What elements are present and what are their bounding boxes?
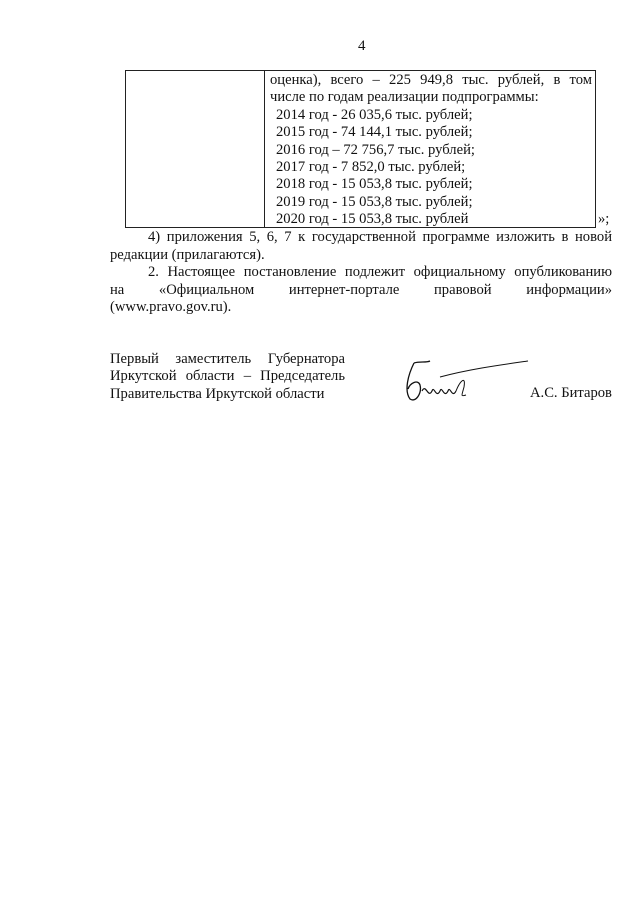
year-line: 2014 год - 26 035,6 тыс. рублей; bbox=[276, 106, 473, 123]
signatory-title-line: Правительства Иркутской области bbox=[110, 385, 325, 402]
item-4-line: редакции (прилагаются). bbox=[110, 246, 265, 263]
signatory-title-line: Первый заместитель Губернатора bbox=[110, 351, 345, 367]
item-4-line: 4) приложения 5, 6, 7 к государственной программе изложить в новой bbox=[148, 229, 612, 245]
year-line: 2017 год - 7 852,0 тыс. рублей; bbox=[276, 159, 466, 176]
funding-table bbox=[125, 70, 596, 228]
page-number: 4 bbox=[358, 38, 366, 54]
year-line: 2016 год – 72 756,7 тыс. рублей; bbox=[276, 141, 475, 158]
signatory-title-line: Иркутской области – Председатель bbox=[110, 368, 345, 385]
item-2-line: 2. Настоящее постановление подлежит официальному опубликованию bbox=[148, 264, 612, 281]
year-line: 2015 год - 74 144,1 тыс. рублей; bbox=[276, 124, 473, 141]
signatory-title bbox=[110, 351, 345, 403]
item-2-line: на «Официальном интернет-портале правовой информации» bbox=[110, 281, 612, 298]
closing-quote: »; bbox=[598, 211, 610, 227]
year-line: 2018 год - 15 053,8 тыс. рублей; bbox=[276, 176, 473, 193]
table-column-divider bbox=[264, 71, 265, 227]
table-line: оценка), всего – 225 949,8 тыс. рублей, в том bbox=[270, 72, 592, 88]
funding-cell bbox=[270, 72, 592, 229]
item-2-line: (www.pravo.gov.ru). bbox=[110, 299, 232, 316]
signatory-name: А.С. Битаров bbox=[530, 385, 612, 401]
year-line: 2019 год - 15 053,8 тыс. рублей; bbox=[276, 193, 473, 210]
body-text bbox=[110, 229, 612, 317]
handwritten-signature bbox=[400, 355, 530, 405]
year-line: 2020 год - 15 053,8 тыс. рублей bbox=[276, 211, 469, 228]
table-line: числе по годам реализации подпрограммы: bbox=[270, 89, 539, 106]
